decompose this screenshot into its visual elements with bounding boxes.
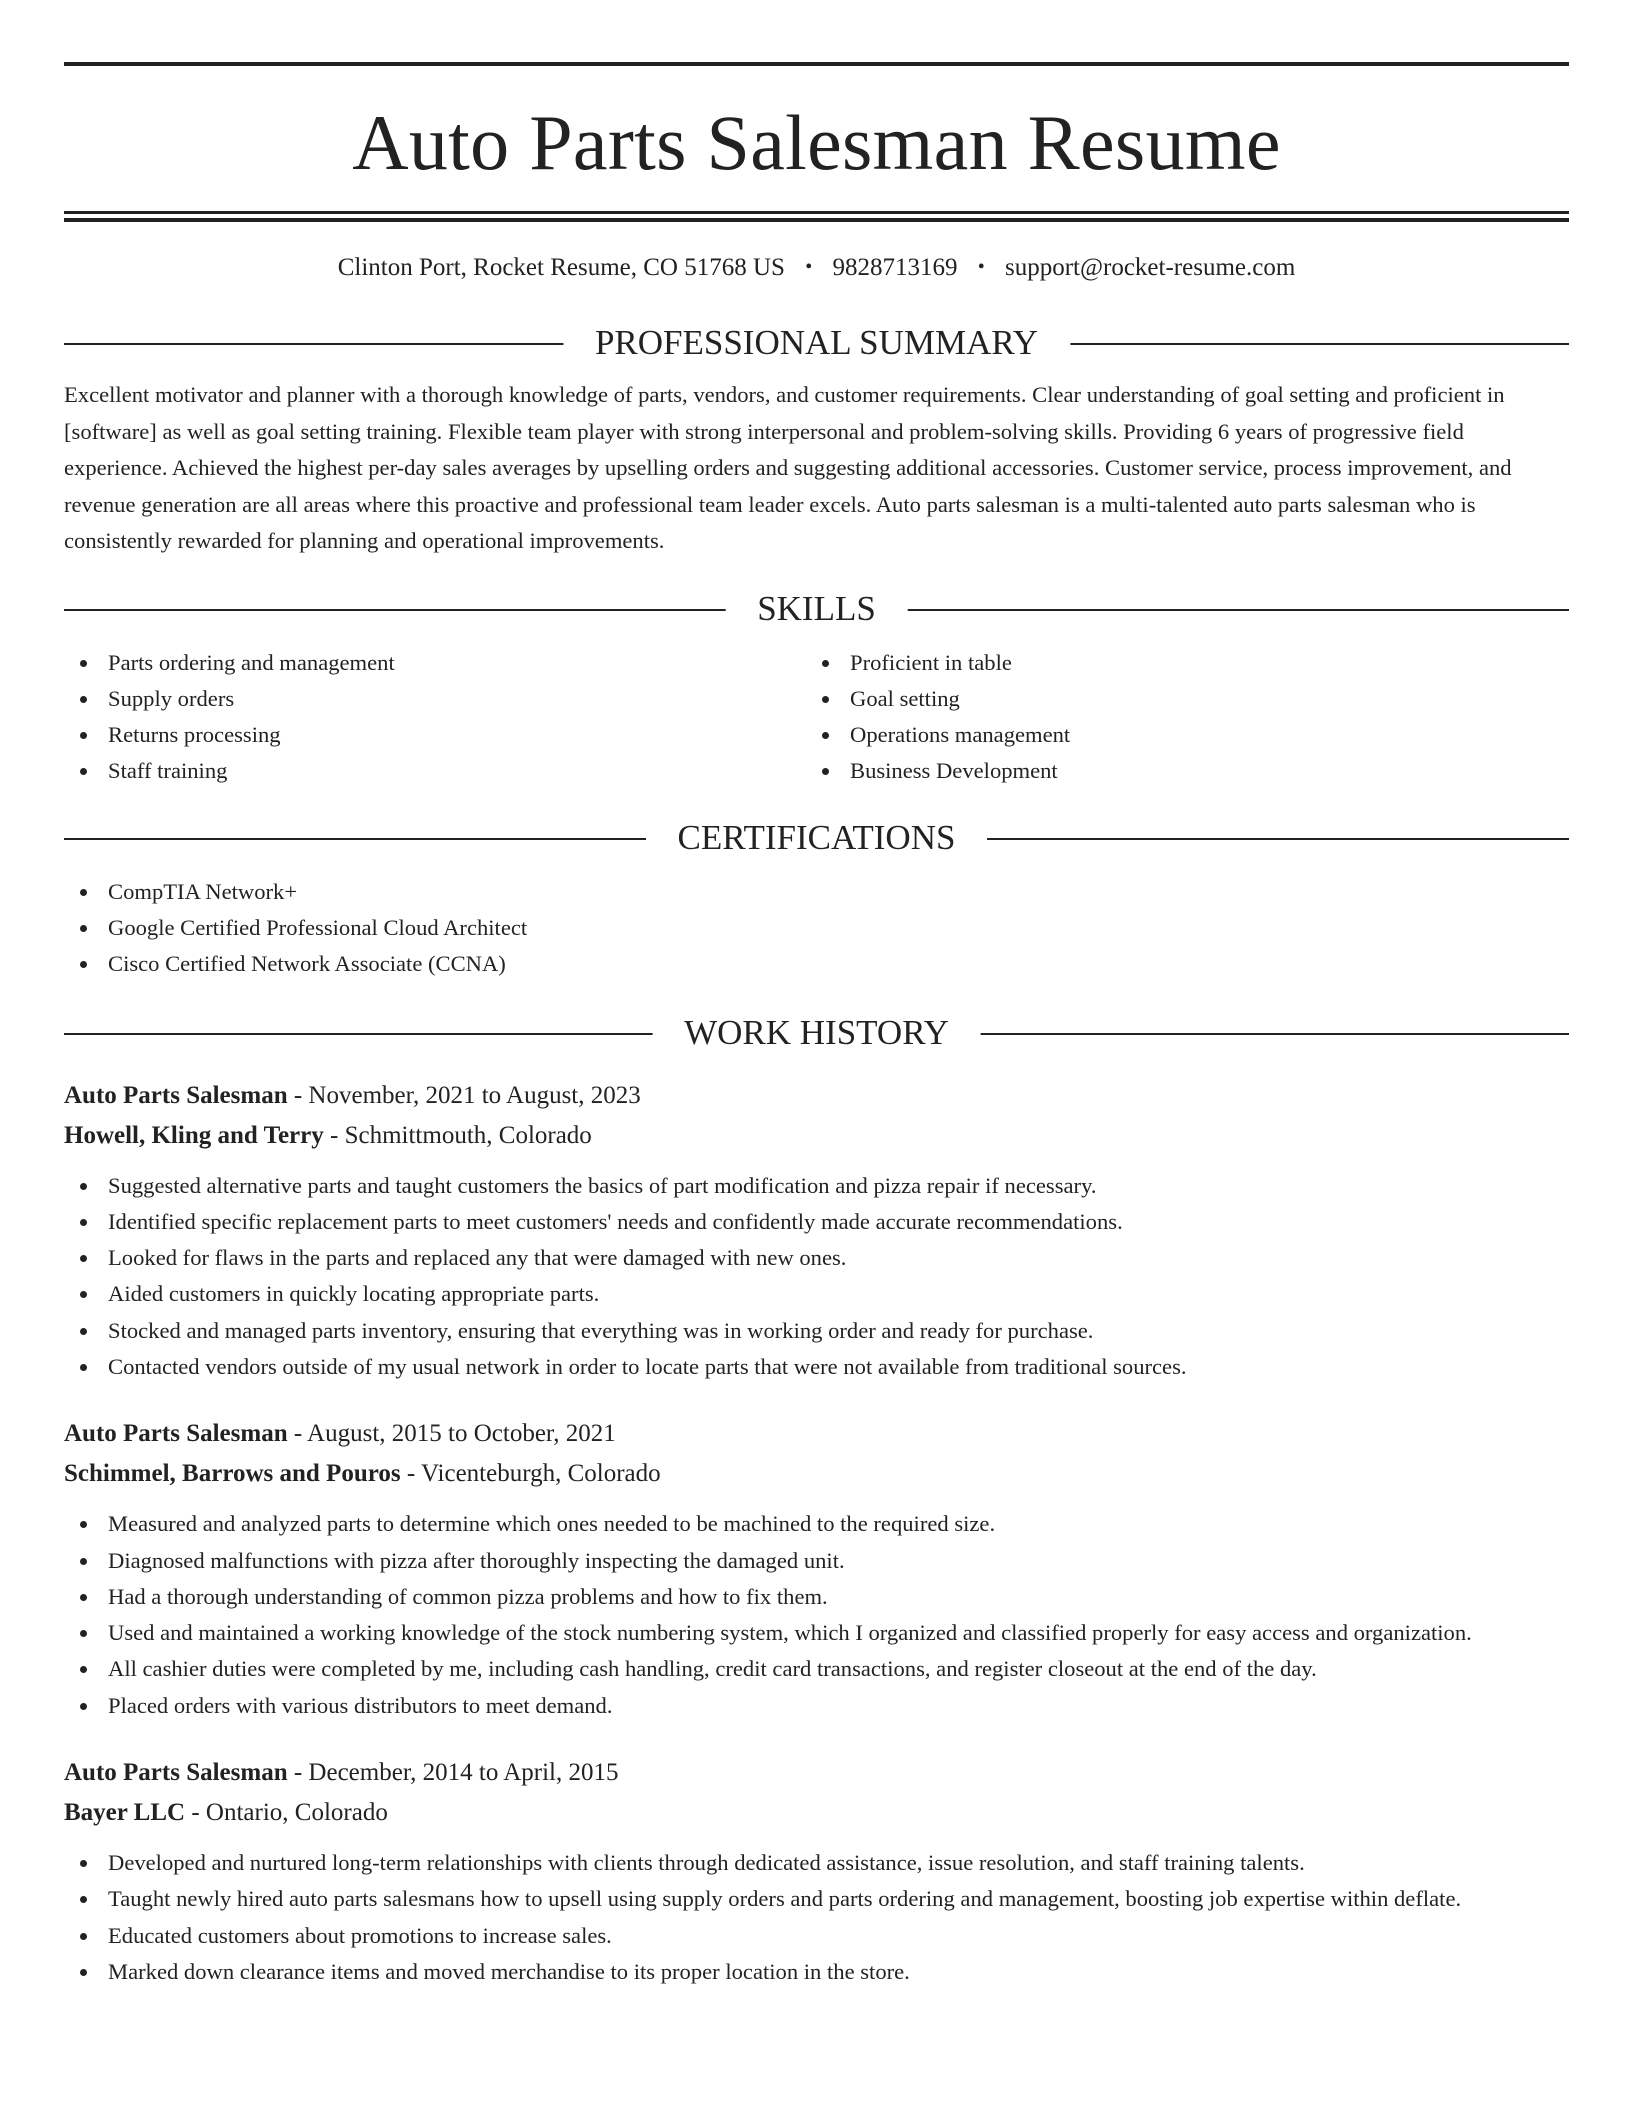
certification-item: CompTIA Network+ xyxy=(64,874,1569,910)
job-location: - Schmittmouth, Colorado xyxy=(323,1121,592,1149)
job-title: Auto Parts Salesman xyxy=(64,1759,288,1787)
skills-column-right xyxy=(806,645,1070,789)
certification-item: Cisco Certified Network Associate (CCNA) xyxy=(64,946,1569,982)
skill-item: Returns processing xyxy=(64,717,806,753)
skill-item: Parts ordering and management xyxy=(64,645,806,681)
resume-page xyxy=(64,0,1569,1990)
resume-title: Auto Parts Salesman Resume xyxy=(352,99,1281,186)
job-duty: Educated customers about promotions to increase sales. xyxy=(64,1918,1569,1954)
contact-email[interactable]: support@rocket-resume.com xyxy=(1004,254,1296,281)
job-company-line xyxy=(64,1116,1569,1156)
job-title: Auto Parts Salesman xyxy=(64,1420,288,1448)
work-history-heading-label: WORK HISTORY xyxy=(652,1013,981,1053)
job-duty: Placed orders with various distributors to meet demand. xyxy=(64,1688,1569,1724)
work-history-heading xyxy=(64,1013,1569,1053)
job-entry xyxy=(64,1414,1569,1724)
certifications-heading xyxy=(64,818,1569,858)
job-duty: Had a thorough understanding of common pizza problems and how to fix them. xyxy=(64,1579,1569,1615)
job-duty: All cashier duties were completed by me, including cash handling, credit card transactions, and register closeout at the end of the day. xyxy=(64,1651,1569,1687)
job-dates: - August, 2015 to October, 2021 xyxy=(287,1420,616,1448)
summary-heading xyxy=(64,323,1569,363)
job-entry xyxy=(64,1076,1569,1386)
job-duty: Taught newly hired auto parts salesmans how to upsell using supply orders and parts ordering and management, boosting job expertise within deflate. xyxy=(64,1881,1569,1917)
job-duty: Marked down clearance items and moved merchandise to its proper location in the store. xyxy=(64,1954,1569,1990)
skill-item: Proficient in table xyxy=(806,645,1070,681)
skill-item: Staff training xyxy=(64,753,806,789)
summary-text: Excellent motivator and planner with a thorough knowledge of parts, vendors, and customer requirements. Clear understanding of goal setting and proficient in [software] as well as goal setting training. Flexible team player with strong interpersonal and problem-solving skills. Providing 6 years of progressive field experience. Achieved the highest per-day sales averages by upselling orders and suggesting additional accessories. Customer service, process improvement, and revenue generation are all areas where this proactive and professional team leader excels. Auto parts salesman is a multi-talented auto parts salesman who is consistently rewarded for planning and operational improvements. xyxy=(64,382,1512,553)
job-duty: Suggested alternative parts and taught customers the basics of part modification and pizza repair if necessary. xyxy=(64,1168,1569,1204)
job-duties xyxy=(64,1168,1569,1386)
job-duty: Used and maintained a working knowledge of the stock numbering system, which I organized and classified properly for easy access and organization. xyxy=(64,1615,1569,1651)
job-title-line xyxy=(64,1414,1569,1454)
job-company: Schimmel, Barrows and Pouros xyxy=(64,1460,401,1488)
skills-list xyxy=(64,645,1569,789)
skill-item: Operations management xyxy=(806,717,1070,753)
job-dates: - December, 2014 to April, 2015 xyxy=(287,1759,619,1787)
job-title-line xyxy=(64,1753,1569,1793)
job-duty: Contacted vendors outside of my usual network in order to locate parts that were not available from traditional sources. xyxy=(64,1349,1569,1385)
skills-heading xyxy=(64,589,1569,629)
top-rule xyxy=(64,62,1569,66)
job-duty: Stocked and managed parts inventory, ensuring that everything was in working order and ready for purchase. xyxy=(64,1313,1569,1349)
job-title: Auto Parts Salesman xyxy=(64,1081,288,1109)
skills-column-left xyxy=(64,645,806,789)
job-entry xyxy=(64,1753,1569,1990)
job-duty: Diagnosed malfunctions with pizza after thoroughly inspecting the damaged unit. xyxy=(64,1543,1569,1579)
job-dates: - November, 2021 to August, 2023 xyxy=(287,1081,641,1109)
job-duty: Identified specific replacement parts to meet customers' needs and confidently made accurate recommendations. xyxy=(64,1204,1569,1240)
job-company: Bayer LLC xyxy=(64,1799,186,1827)
job-location: - Vicenteburgh, Colorado xyxy=(400,1460,661,1488)
skill-item: Supply orders xyxy=(64,681,806,717)
contact-address: Clinton Port, Rocket Resume, CO 51768 US xyxy=(337,254,785,281)
contact-separator: • xyxy=(977,256,985,278)
job-location: - Ontario, Colorado xyxy=(185,1799,388,1827)
job-title-line xyxy=(64,1076,1569,1116)
job-duties xyxy=(64,1506,1569,1724)
job-duty: Developed and nurtured long-term relationships with clients through dedicated assistance, issue resolution, and staff training talents. xyxy=(64,1845,1569,1881)
skills-heading-label: SKILLS xyxy=(725,589,908,629)
certification-item: Google Certified Professional Cloud Architect xyxy=(64,910,1569,946)
job-company: Howell, Kling and Terry xyxy=(64,1121,324,1149)
title-double-rule xyxy=(64,211,1569,222)
job-company-line xyxy=(64,1793,1569,1833)
job-duty: Looked for flaws in the parts and replaced any that were damaged with new ones. xyxy=(64,1240,1569,1276)
job-duties xyxy=(64,1845,1569,1990)
certifications-heading-label: CERTIFICATIONS xyxy=(646,818,988,858)
job-duty: Aided customers in quickly locating appropriate parts. xyxy=(64,1276,1569,1312)
job-company-line xyxy=(64,1454,1569,1494)
contact-phone[interactable]: 9828713169 xyxy=(832,254,958,281)
contact-line xyxy=(64,255,1569,280)
skill-item: Business Development xyxy=(806,753,1070,789)
job-duty: Measured and analyzed parts to determine which ones needed to be machined to the required size. xyxy=(64,1506,1569,1542)
contact-separator: • xyxy=(805,256,813,278)
summary-heading-label: PROFESSIONAL SUMMARY xyxy=(563,323,1070,363)
skill-item: Goal setting xyxy=(806,681,1070,717)
certifications-list xyxy=(64,874,1569,982)
